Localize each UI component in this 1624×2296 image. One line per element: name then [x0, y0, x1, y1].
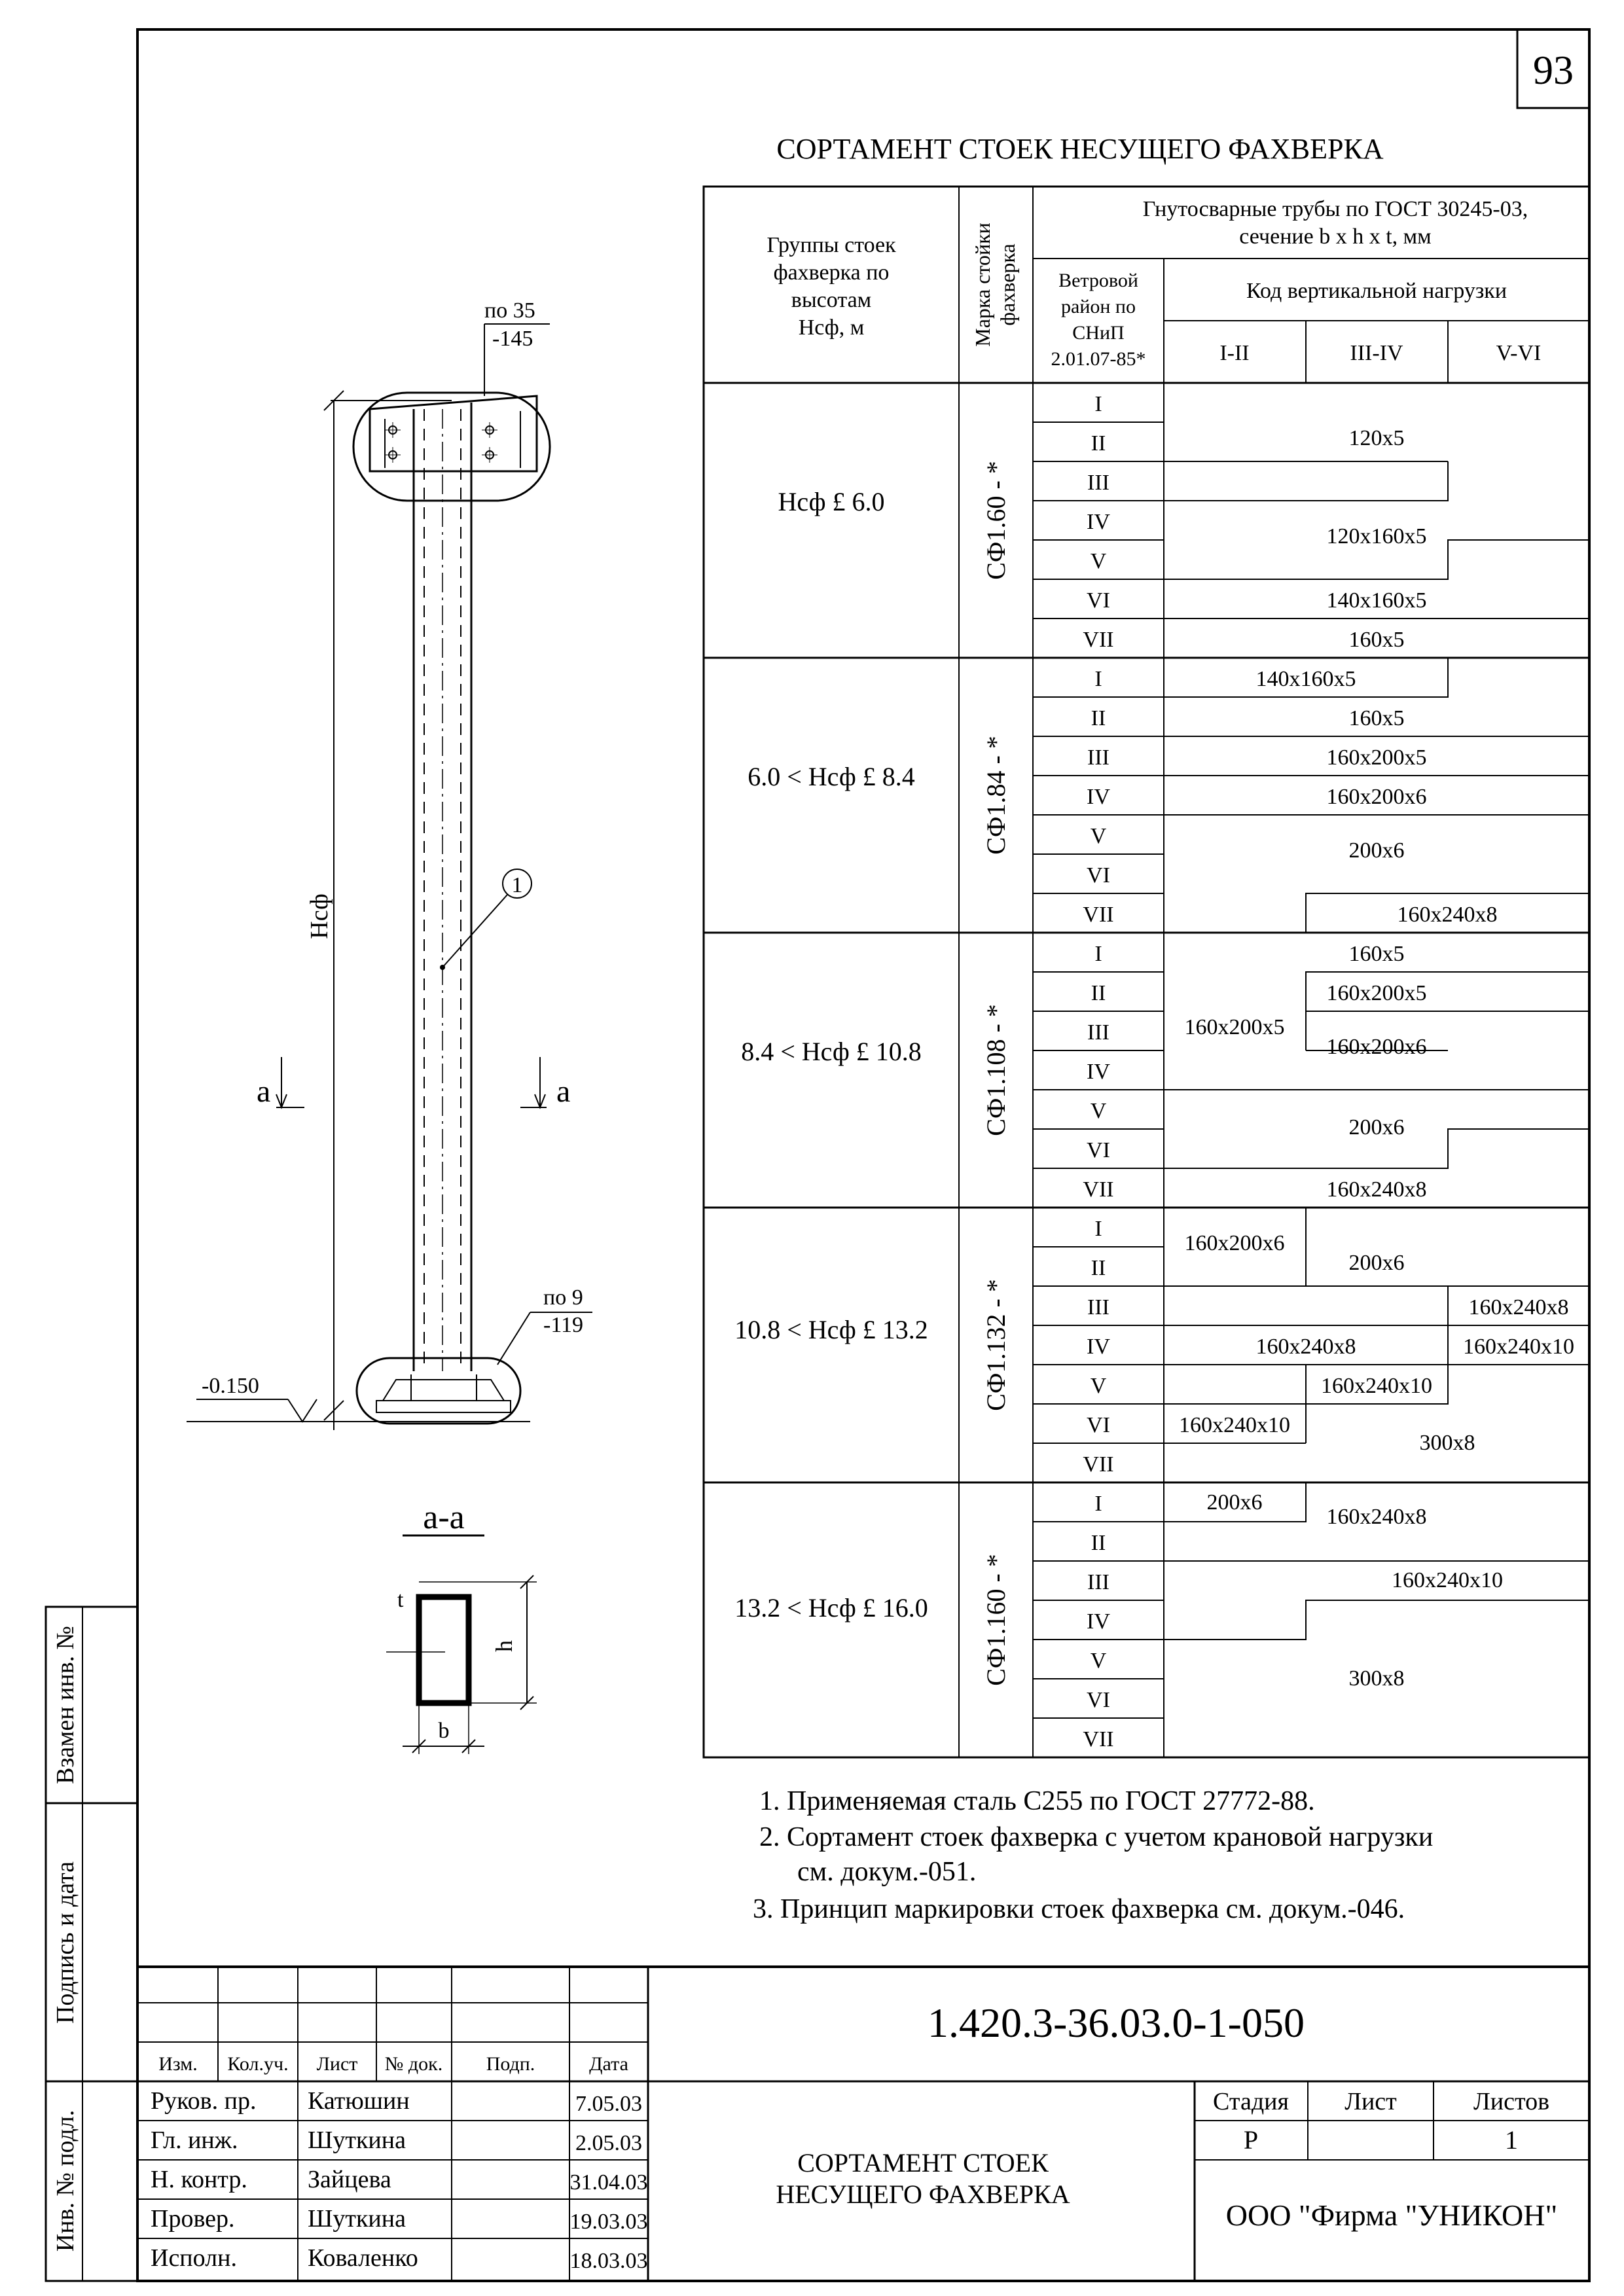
notes	[753, 1786, 1433, 1924]
wind-region-label: I	[1094, 1492, 1102, 1516]
stamp-date: 31.04.03	[569, 2170, 648, 2195]
bottom-callout-qty: по 9	[543, 1285, 583, 1310]
wind-region-label: VII	[1083, 628, 1114, 652]
wind-region-label: V	[1090, 549, 1107, 573]
size-cell: 160х200х6	[1326, 785, 1427, 809]
header-mark-1: Марка стойки	[971, 223, 994, 347]
group-mark: СФ1.84 - *	[981, 736, 1011, 855]
wind-region-label: III	[1087, 1570, 1110, 1594]
note-2-cont: см. докум.-051.	[797, 1857, 977, 1887]
size-cell: 140х160х5	[1255, 667, 1356, 691]
size-cell: 160х200х6	[1184, 1231, 1285, 1255]
side-stamp-replace: Взамен инв. №	[52, 1626, 79, 1784]
stamp-header-sign: Подп.	[486, 2053, 535, 2075]
size-cell: 160х240х8	[1255, 1335, 1356, 1359]
stamp-name: Коваленко	[308, 2244, 418, 2272]
position-number: 1	[511, 873, 523, 897]
group-mark: СФ1.60 - *	[981, 461, 1011, 580]
header-group-3: высотам	[791, 288, 872, 312]
company-name: ООО "Фирма "УНИКОН"	[1225, 2198, 1558, 2232]
stamp-name: Зайцева	[308, 2166, 391, 2193]
sheet-title-1: СОРТАМЕНТ СТОЕК	[797, 2148, 1049, 2178]
level-mark: -0.150	[202, 1374, 259, 1398]
assortment-table	[704, 187, 1589, 1757]
wind-region-label: V	[1090, 1099, 1107, 1123]
header-wind-4: 2.01.07-85*	[1051, 348, 1146, 370]
size-cell: 160х240х8	[1468, 1295, 1569, 1319]
bolt-icon	[385, 422, 497, 463]
header-pipes-2: сечение b x h x t, мм	[1239, 224, 1432, 249]
stamp-name: Шуткина	[308, 2126, 406, 2154]
wind-region-label: VI	[1087, 1688, 1110, 1712]
note-1: 1. Применяемая сталь С255 по ГОСТ 27772-88.	[759, 1786, 1315, 1816]
wind-region-label: VII	[1083, 1727, 1114, 1751]
stamp-role: Исполн.	[151, 2244, 237, 2272]
note-3: 3. Принцип маркировки стоек фахверка см. докум.-046.	[753, 1894, 1405, 1924]
size-cell: 120х160х5	[1326, 524, 1427, 548]
stamp-name: Шуткина	[308, 2205, 406, 2233]
wind-region-label: VII	[1083, 903, 1114, 927]
group-range: 6.0 < Нсф £ 8.4	[748, 762, 915, 791]
side-stamp-original: Инв. № подл.	[52, 2109, 79, 2252]
wind-region-label: III	[1087, 745, 1110, 770]
document-code: 1.420.3-36.03.0-1-050	[928, 2000, 1305, 2046]
top-callout-qty: по 35	[484, 298, 535, 323]
sheet-number: 93	[1533, 48, 1574, 93]
wind-region-label: I	[1094, 667, 1102, 691]
sheet-frame	[137, 29, 1589, 2281]
stamp-date: 18.03.03	[569, 2249, 648, 2273]
stamp-header-date: Дата	[589, 2053, 628, 2075]
size-cell: 160х240х10	[1179, 1413, 1290, 1437]
header-wind-3: СНиП	[1072, 322, 1125, 344]
bottom-callout-mark: -119	[543, 1313, 584, 1337]
size-cell: 300х8	[1348, 1666, 1405, 1691]
stamp-date: 2.05.03	[575, 2131, 642, 2155]
wind-region-label: VII	[1083, 1177, 1114, 1202]
stamp-header-doc: № док.	[384, 2053, 443, 2075]
size-cell: 200х6	[1348, 838, 1405, 863]
dim-h: h	[491, 1640, 517, 1652]
column-elevation	[187, 298, 592, 1430]
size-cell: 160х240х10	[1463, 1335, 1574, 1359]
sheet-title-2: НЕСУЩЕГО ФАХВЕРКА	[776, 2179, 1070, 2209]
stamp-name: Катюшин	[308, 2087, 410, 2115]
wind-region-label: IV	[1087, 1060, 1110, 1084]
group-range: 13.2 < Нсф £ 16.0	[734, 1593, 928, 1623]
stamp-header-change: Изм.	[158, 2053, 198, 2075]
dim-b: b	[438, 1719, 450, 1743]
section-mark-right: а	[556, 1074, 571, 1109]
header-pipes-1: Гнутосварные трубы по ГОСТ 30245-03,	[1142, 197, 1528, 221]
wind-region-label: I	[1094, 942, 1102, 966]
side-stamp	[46, 1607, 137, 2281]
stamp-header-sheet: Лист	[316, 2053, 358, 2075]
group-range: Нсф £ 6.0	[778, 487, 885, 516]
wind-region-label: IV	[1087, 1609, 1110, 1634]
sheets-total: 1	[1505, 2125, 1518, 2155]
size-cell: 160х200х5	[1184, 1015, 1285, 1039]
height-label: Нсф	[306, 893, 333, 939]
section-mark-left: а	[257, 1074, 271, 1109]
wind-region-label: VI	[1087, 1413, 1110, 1437]
wind-region-label: IV	[1087, 785, 1110, 809]
header-load: Код вертикальной нагрузки	[1246, 279, 1507, 303]
group-mark: СФ1.108 - *	[981, 1004, 1011, 1136]
wind-region-label: IV	[1087, 1335, 1110, 1359]
size-cell: 160х200х5	[1326, 981, 1427, 1005]
wind-region-label: VI	[1087, 588, 1110, 613]
size-cell: 300х8	[1419, 1431, 1475, 1455]
wind-region-label: V	[1090, 1649, 1107, 1673]
group-mark: СФ1.160 - *	[981, 1554, 1011, 1686]
size-cell: 160х200х6	[1326, 1035, 1427, 1059]
size-cell: 200х6	[1348, 1115, 1405, 1139]
size-cell: 160х240х8	[1326, 1505, 1427, 1529]
side-stamp-signature: Подпись и дата	[52, 1861, 79, 2024]
wind-region-label: V	[1090, 1374, 1107, 1398]
size-cell: 140х160х5	[1326, 588, 1427, 613]
stamp-role: Провер.	[151, 2205, 235, 2233]
header-load-code-1: I-II	[1219, 341, 1250, 365]
stage-value: Р	[1243, 2125, 1259, 2155]
title-block	[137, 1967, 1589, 2281]
header-load-code-3: V-VI	[1496, 341, 1542, 365]
note-2: 2. Сортамент стоек фахверка с учетом крановой нагрузки	[759, 1822, 1434, 1852]
stamp-date: 19.03.03	[569, 2210, 648, 2234]
top-callout-mark: -145	[492, 327, 533, 351]
size-cell: 160х240х8	[1397, 903, 1498, 927]
header-mark-2: фахверка	[996, 243, 1019, 326]
wind-region-label: I	[1094, 392, 1102, 416]
size-cell: 160х200х5	[1326, 745, 1427, 770]
size-cell: 200х6	[1348, 1251, 1405, 1275]
size-cell: 160х5	[1348, 706, 1405, 730]
wind-region-label: VII	[1083, 1452, 1114, 1477]
wind-region-label: III	[1087, 471, 1110, 495]
header-group-4: Нсф, м	[798, 315, 865, 340]
group-range: 8.4 < Нсф £ 10.8	[741, 1037, 922, 1066]
stage-header: Стадия	[1213, 2088, 1289, 2115]
group-range: 10.8 < Нсф £ 13.2	[734, 1315, 928, 1344]
header-wind-1: Ветровой	[1058, 270, 1138, 291]
section-title: а-а	[423, 1499, 465, 1536]
wind-region-label: II	[1091, 1531, 1106, 1555]
size-cell: 200х6	[1206, 1490, 1263, 1515]
header-wind-2: район по	[1061, 296, 1136, 317]
size-cell: 160х240х10	[1392, 1568, 1503, 1592]
size-cell: 160х240х10	[1321, 1374, 1432, 1398]
stamp-header-count: Кол.уч.	[227, 2053, 289, 2075]
wind-region-label: II	[1091, 706, 1106, 730]
size-cell: 160х5	[1348, 942, 1405, 966]
header-group-2: фахверка по	[773, 260, 890, 285]
size-cell: 120х5	[1348, 426, 1405, 450]
wind-region-label: II	[1091, 1256, 1106, 1280]
group-mark: СФ1.132 - *	[981, 1279, 1011, 1411]
stamp-role: Н. контр.	[151, 2166, 247, 2193]
wind-region-label: I	[1094, 1217, 1102, 1241]
page-title: СОРТАМЕНТ СТОЕК НЕСУЩЕГО ФАХВЕРКА	[776, 133, 1384, 165]
stamp-role: Руков. пр.	[151, 2087, 257, 2115]
size-cell: 160х5	[1348, 628, 1405, 652]
wind-region-label: II	[1091, 431, 1106, 456]
wind-region-label: III	[1087, 1020, 1110, 1045]
dim-t: t	[397, 1588, 404, 1612]
stamp-date: 7.05.03	[575, 2092, 642, 2116]
wind-region-label: III	[1087, 1295, 1110, 1319]
header-group-1: Группы стоек	[767, 233, 896, 257]
wind-region-label: VI	[1087, 1138, 1110, 1162]
section-a-a	[386, 1499, 537, 1754]
sheet-header: Лист	[1344, 2088, 1397, 2115]
wind-region-label: V	[1090, 824, 1107, 848]
size-cell: 160х240х8	[1326, 1177, 1427, 1202]
stamp-role: Гл. инж.	[151, 2126, 238, 2154]
sheets-header: Листов	[1473, 2088, 1550, 2115]
wind-region-label: VI	[1087, 863, 1110, 888]
wind-region-label: IV	[1087, 510, 1110, 534]
wind-region-label: II	[1091, 981, 1106, 1005]
header-load-code-2: III-IV	[1350, 341, 1403, 365]
